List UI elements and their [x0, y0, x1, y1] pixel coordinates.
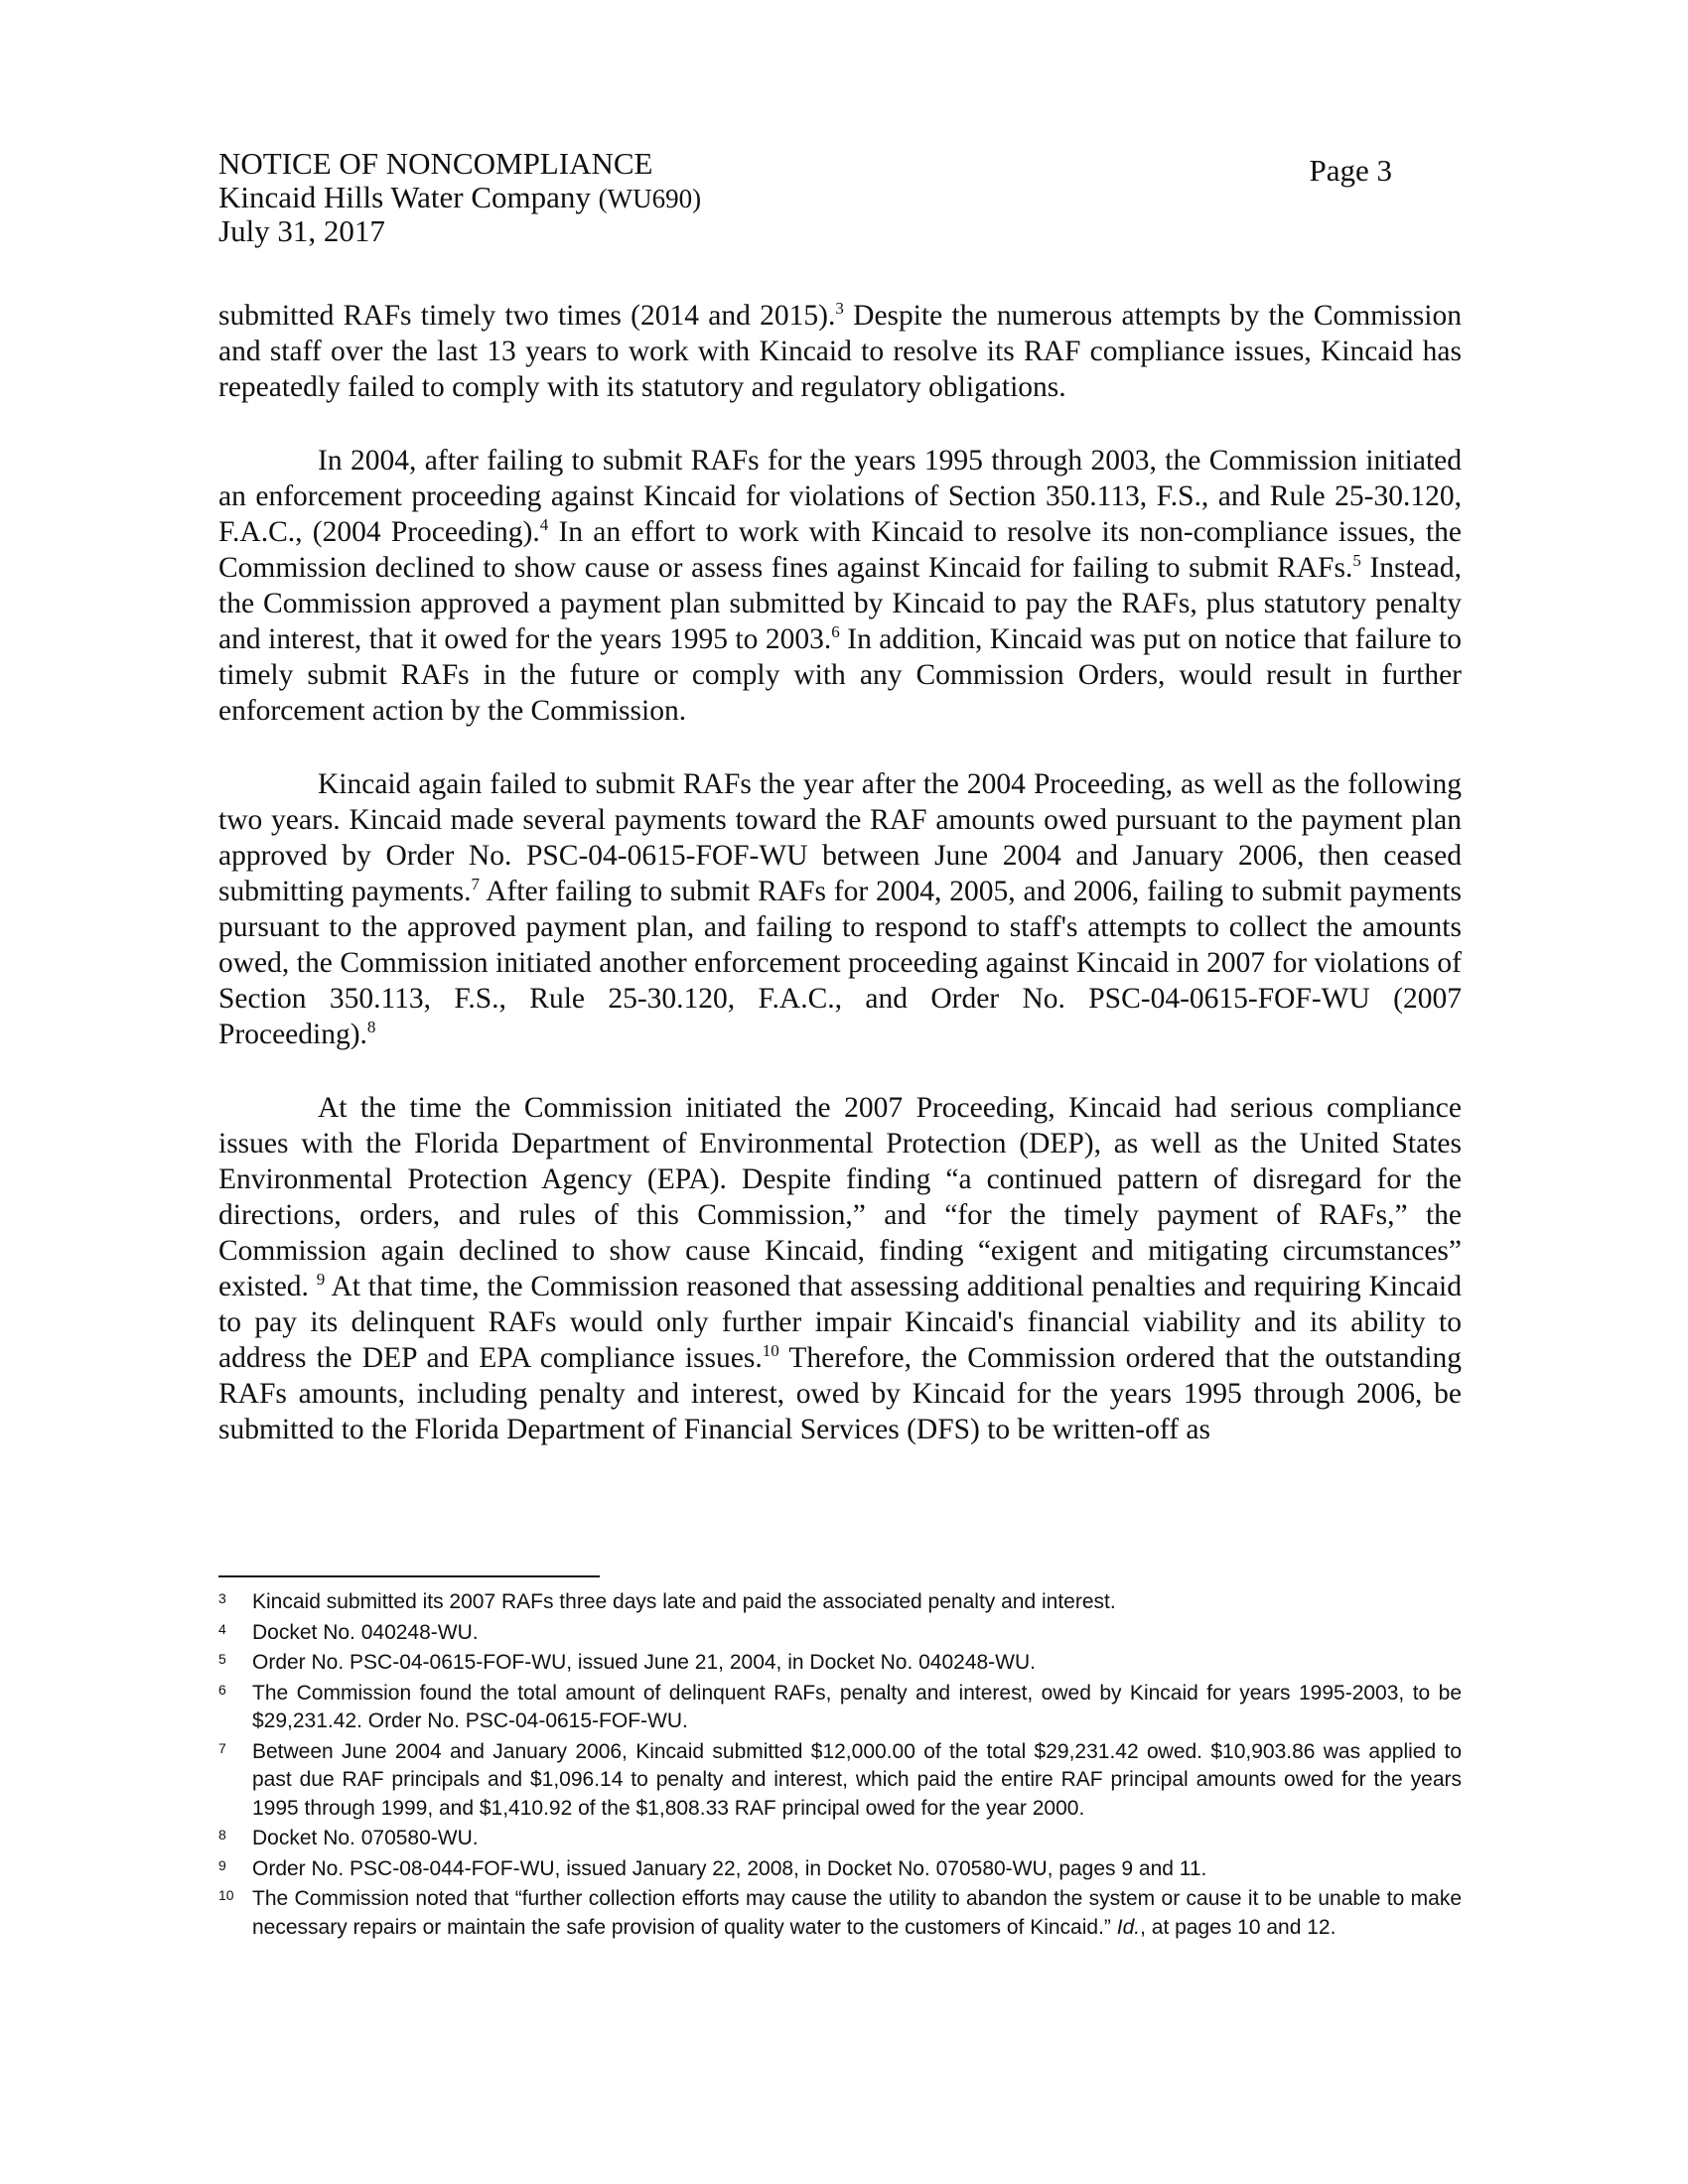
footnote-text: Between June 2004 and January 2006, Kincaid submitted $12,000.00 of the total $29,231.42 owed. $10,903.86 was applied to past due RAF principals and $1,096.14 to penalty and interest, which paid the entire RAF principal amounts owed for the years 1995 through 1999, and $1,410.92 of the $1,808.33 RAF principal owed for the year 2000.: [252, 1739, 1462, 1820]
paragraph-4: [218, 1090, 1462, 1447]
footnote-text-tail: , at pages 10 and 12.: [1140, 1915, 1336, 1939]
paragraph-3: [218, 766, 1462, 1052]
footnote-number: 5: [218, 1651, 226, 1667]
footnote-number: 8: [218, 1827, 226, 1843]
footnote-text: Order No. PSC-08-044-FOF-WU, issued January 22, 2008, in Docket No. 070580-WU, pages 9 and 11.: [252, 1856, 1207, 1880]
paragraph-2-text-c: Instead, the Commission approved a payment plan submitted by Kincaid to pay the RAFs, plus statutory penalty and interest, that it owed for the years 1995 to 2003.: [218, 552, 1463, 655]
paragraph-2-text-b: In an effort to work with Kincaid to resolve its non-compliance issues, the Commission declined to show cause or assess fines against Kincaid for failing to submit RAFs.: [218, 516, 1463, 584]
company-name: Kincaid Hills Water Company: [218, 180, 599, 214]
footnote-text: Docket No. 040248-WU.: [252, 1620, 479, 1644]
page-number: Page 3: [1309, 153, 1392, 188]
page-header: [218, 147, 1470, 248]
footnote-ref-8: 8: [366, 1018, 376, 1037]
footnote-text-main: The Commission noted that “further collection efforts may cause the utility to abandon the system or cause it to be unable to make necessary repairs or maintain the safe provision of quality water to the customers of Kincaid.”: [252, 1887, 1462, 1939]
paragraph-1: [218, 298, 1462, 405]
paragraph-4-text-a: At the time the Commission initiated the 2007 Proceeding, Kincaid had serious compliance issues with the Florida Department of Environmental Protection (DEP), as well as the United States Environmental Protection Agency (EPA). Despite finding “a continued pattern of disregard for the directions, orders, and rules of this Commission,” and “for the timely payment of RAFs,” the Commission again declined to show cause Kincaid, finding “exigent and mitigating circumstances” existed.: [218, 1092, 1462, 1302]
paragraph-2: [218, 443, 1462, 729]
footnote: [218, 1855, 1462, 1884]
paragraph-1-text-a: submitted RAFs timely two times (2014 and 2015).: [218, 300, 836, 332]
footnote-number: 9: [218, 1856, 226, 1873]
document-title: NOTICE OF NONCOMPLIANCE: [218, 146, 653, 181]
footnote-divider: [218, 1575, 600, 1577]
footnote: [218, 1588, 1462, 1617]
footnote-ref-9: 9: [316, 1270, 326, 1290]
footnote: [218, 1649, 1462, 1678]
footnote: [218, 1885, 1462, 1942]
company-line: [218, 181, 1470, 214]
footnote: [218, 1680, 1462, 1736]
footnotes: [218, 1588, 1462, 1944]
paragraph-2-text-a: In 2004, after failing to submit RAFs for the years 1995 through 2003, the Commission initiated an enforcement proceeding against Kincaid for violations of Section 350.113, F.S., and Rule 25-30.120, F.A.C., (2004 Proceeding).: [218, 445, 1462, 548]
footnote-ref-3: 3: [835, 299, 844, 319]
footnote-ref-4: 4: [539, 515, 549, 535]
footnote-number: 4: [218, 1620, 226, 1637]
footnote-text: Kincaid submitted its 2007 RAFs three days late and paid the associated penalty and interest.: [252, 1590, 1116, 1613]
paragraph-3-text-b: After failing to submit RAFs for 2004, 2005, and 2006, failing to submit payments pursuant to the approved payment plan, and failing to respond to staff's attempts to collect the amounts owed, the Commission initiated another enforcement proceeding against Kincaid in 2007 for violations of Section 350.113, F.S., Rule 25-30.120, F.A.C., and Order No. PSC-04-0615-FOF-WU (2007 Proceeding).: [218, 876, 1462, 1050]
footnote-text: Docket No. 070580-WU.: [252, 1827, 479, 1849]
footnote-ref-5: 5: [1352, 551, 1361, 571]
company-code: (WU690): [598, 184, 702, 213]
footnote-number: 6: [218, 1681, 226, 1698]
paragraph-2-text-d: In addition, Kincaid was put on notice that failure to timely submit RAFs in the future or comply with any Commission Orders, would result in further enforcement action by the Commission.: [218, 623, 1462, 727]
paragraph-4-text-c: Therefore, the Commission ordered that the outstanding RAFs amounts, including penalty and interest, owed by Kincaid for the years 1995 through 2006, be submitted to the Florida Department of Financial Services (DFS) to be written-off as: [218, 1342, 1462, 1445]
footnote: [218, 1619, 1462, 1648]
footnote: [218, 1738, 1462, 1824]
footnote-ref-10: 10: [762, 1341, 779, 1361]
footnote-ref-7: 7: [471, 875, 480, 894]
footnote-text: [252, 1885, 1462, 1942]
footnote-number: 7: [218, 1739, 226, 1756]
footnote-text: Order No. PSC-04-0615-FOF-WU, issued June 21, 2004, in Docket No. 040248-WU.: [252, 1651, 1036, 1674]
document-date: July 31, 2017: [218, 213, 385, 248]
paragraph-1-text-b: Despite the numerous attempts by the Commission and staff over the last 13 years to work with Kincaid to resolve its RAF compliance issues, Kincaid has repeatedly failed to comply with its statutory and regulatory obligations.: [218, 300, 1462, 403]
footnote: [218, 1825, 1462, 1853]
footnote-number: 10: [218, 1887, 234, 1903]
paragraph-3-text-a: Kincaid again failed to submit RAFs the year after the 2004 Proceeding, as well as the following two years. Kincaid made several payments toward the RAF amounts owed pursuant to the payment plan approved by Order No. PSC-04-0615-FOF-WU between June 2004 and January 2006, then ceased submitting payments.: [218, 768, 1462, 907]
paragraph-4-text-b: At that time, the Commission reasoned that assessing additional penalties and requiring Kincaid to pay its delinquent RAFs would only further impair Kincaid's financial viability and its ability to address the DEP and EPA compliance issues.: [218, 1271, 1462, 1374]
footnote-number: 3: [218, 1590, 226, 1606]
footnote-text: The Commission found the total amount of delinquent RAFs, penalty and interest, owed by Kincaid for years 1995-2003, to be $29,231.42. Order No. PSC-04-0615-FOF-WU.: [252, 1681, 1462, 1732]
footnote-citation-id: Id.: [1116, 1915, 1141, 1939]
body-text: [218, 298, 1462, 1485]
footnote-ref-6: 6: [831, 622, 840, 642]
